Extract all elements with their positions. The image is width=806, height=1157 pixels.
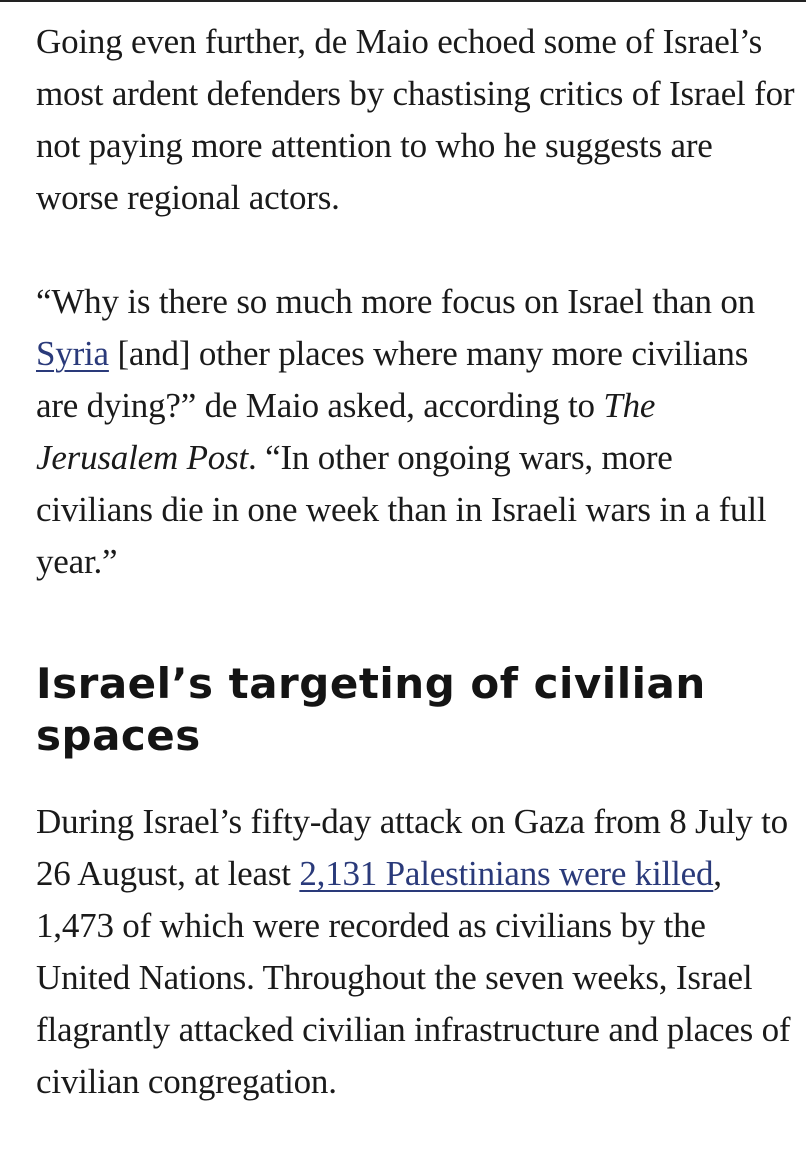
publication-name: The Jerusalem Post [36, 386, 656, 477]
quote-text-start: “Why is there so much more focus on Israel than on [36, 282, 755, 321]
paragraph-de-maio-echoed [36, 16, 796, 224]
gaza-text-start: During Israel’s fifty-day attack on Gaza from 8 July to 26 August, at least [36, 802, 788, 893]
paragraph-gaza-attack [36, 796, 796, 1108]
quote-text-middle: [and] other places where many more civilians are dying?” de Maio asked, according to [36, 334, 749, 425]
palestinians-killed-link[interactable]: 2,131 Palestinians were killed [299, 854, 714, 893]
quote-text-end: . “In other ongoing wars, more civilians die in one week than in Israeli wars in a full year.” [36, 438, 767, 581]
paragraph-1-text: Going even further, de Maio echoed some of Israel’s most ardent defenders by chastising critics of Israel for not paying more attention to who he suggests are worse regional actors. [36, 22, 795, 217]
paragraph-de-maio-quote [36, 276, 796, 588]
syria-link[interactable]: Syria [36, 334, 109, 373]
section-heading: Israel’s targeting of civilian spaces [36, 659, 706, 760]
gaza-text-end: , 1,473 of which were recorded as civilians by the United Nations. Throughout the seven weeks, Israel flagrantly attacked civilian infrastructure and places of civilian congregation. [36, 854, 791, 1101]
